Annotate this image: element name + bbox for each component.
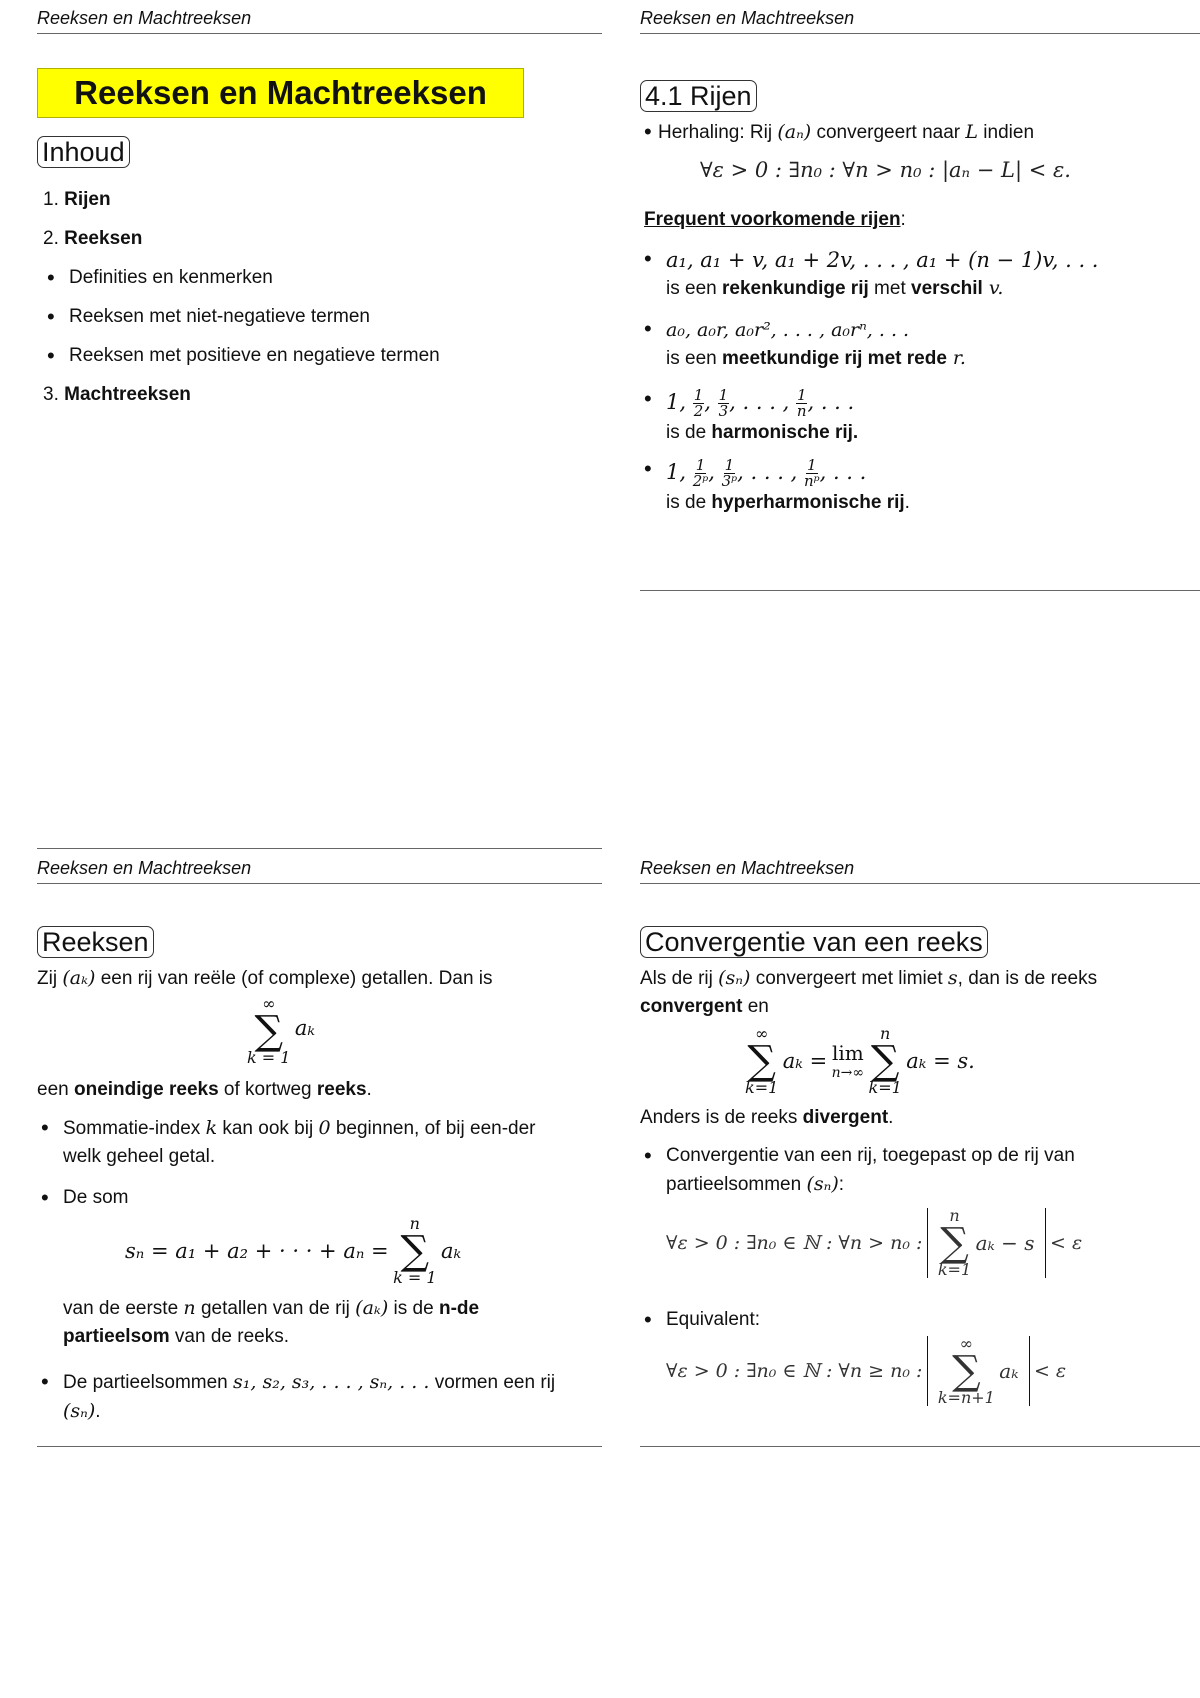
sequence-item: • 1, $\frac{1}{\text{2ᵖ}}$ , $\frac{1}{\text{3ᵖ}}$ , . . . , $\frac{1}{\text{nᵖ}}$ , . . . is de hyperharmonische rij. — [640, 456, 1200, 526]
toc-sub-item: • Reeksen met positieve en negatieve termen — [43, 342, 583, 381]
slide-divider — [640, 1446, 1200, 1447]
running-header: Reeksen en Machtreeksen — [640, 8, 1200, 34]
slide-title: Convergentie van een reeks — [640, 926, 988, 958]
main-title: Reeksen en Machtreeksen — [37, 68, 524, 118]
series-definition: een oneindige reeks of kortweg reeks. — [37, 1079, 372, 1100]
bullet-summation-index: • Sommatie-index k kan ook bij 0 beginnen, of bij een-der welk geheel getal. — [37, 1114, 563, 1171]
toc-item-reeksen: 2. Reeksen — [43, 228, 143, 249]
bullet-sum: • De som — [37, 1184, 128, 1212]
cauchy-formula-2: ∀ε > 0 : ∃n₀ ∈ ℕ : ∀n ≥ n₀ : ∞ ∑ k=n+1 aₖ < ε — [666, 1334, 1067, 1407]
partial-sum-explanation: van de eerste n getallen van de rij (aₖ) is de n-de partieelsom van de reeks. — [63, 1297, 480, 1347]
intro-text: Zij (aₖ) een rij van reële (of complexe) getallen. Dan is — [37, 967, 493, 989]
series-sum: ∞ ∑ k = 1 aₖ — [247, 994, 316, 1067]
slide-title: 4.1 Rijen — [640, 80, 757, 112]
convergence-equation: ∞ ∑ k=1 aₖ = lim n→∞ n ∑ k=1 aₖ = s. — [745, 1024, 975, 1097]
convergence-formula: ∀ε > 0 : ∃n₀ : ∀n > n₀ : |aₙ − L| < ε. — [700, 158, 1071, 182]
slide-divider — [37, 848, 602, 849]
running-header: Reeksen en Machtreeksen — [37, 8, 602, 34]
bullet-equivalent: • Equivalent: — [640, 1306, 760, 1334]
slide-4 — [640, 858, 1200, 1458]
sequence-item: • a₀, a₀r, a₀r², . . . , a₀rⁿ, . . . is een meetkundige rij met rede r. — [640, 316, 1200, 386]
sequence-item: • a₁, a₁ + v, a₁ + 2v, . . . , a₁ + (n − 1)v, . . . is een rekenkundige rij met verschil v. — [640, 246, 1200, 316]
toc-item-machtreeksen: 3. Machtreeksen — [43, 384, 191, 405]
divergent-line: Anders is de reeks divergent. — [640, 1107, 894, 1128]
slide-3 — [37, 858, 602, 1458]
running-header: Reeksen en Machtreeksen — [640, 858, 1200, 884]
recall-line: • Herhaling: Rij (aₙ) convergeert naar L indien — [640, 118, 1200, 147]
subheading: Frequent voorkomende rijen: — [644, 209, 906, 230]
slide-1 — [37, 8, 602, 568]
section-title: Inhoud — [37, 136, 130, 168]
bullet-partial-sums: • De partieelsommen s₁, s₂, s₃, . . . , sₙ, . . . vormen een rij (sₙ). — [37, 1368, 563, 1426]
bullet-partial-sums: • Convergentie van een rij, toegepast op de rij van partieelsommen (sₙ): — [640, 1142, 1166, 1199]
slide-title: Reeksen — [37, 926, 154, 958]
sequence-list — [640, 246, 1200, 526]
toc-sub-item: • Definities en kenmerken — [43, 264, 583, 303]
partial-sum-formula: sₙ = a₁ + a₂ + · · · + aₙ = n ∑ k = 1 aₖ — [125, 1214, 462, 1287]
intro-text: Als de rij (sₙ) convergeert met limiet s, dan is de reeks convergent en — [640, 967, 1098, 1017]
slide-divider — [640, 590, 1200, 591]
running-header: Reeksen en Machtreeksen — [37, 858, 602, 884]
slide-divider — [37, 1446, 602, 1447]
toc-list — [43, 186, 583, 420]
cauchy-formula-1: ∀ε > 0 : ∃n₀ ∈ ℕ : ∀n > n₀ : n ∑ k=1 aₖ − s < ε — [666, 1206, 1083, 1279]
slide-2 — [640, 8, 1200, 598]
sequence-item: • 1, $\frac{1}{2}$ , $\frac{1}{3}$ , . . . , $\frac{1}{n}$ , . . . is de harmonische rij. — [640, 386, 1200, 456]
toc-sub-item: • Reeksen met niet-negatieve termen — [43, 303, 583, 342]
toc-item-rijen: 1. Rijen — [43, 189, 111, 210]
